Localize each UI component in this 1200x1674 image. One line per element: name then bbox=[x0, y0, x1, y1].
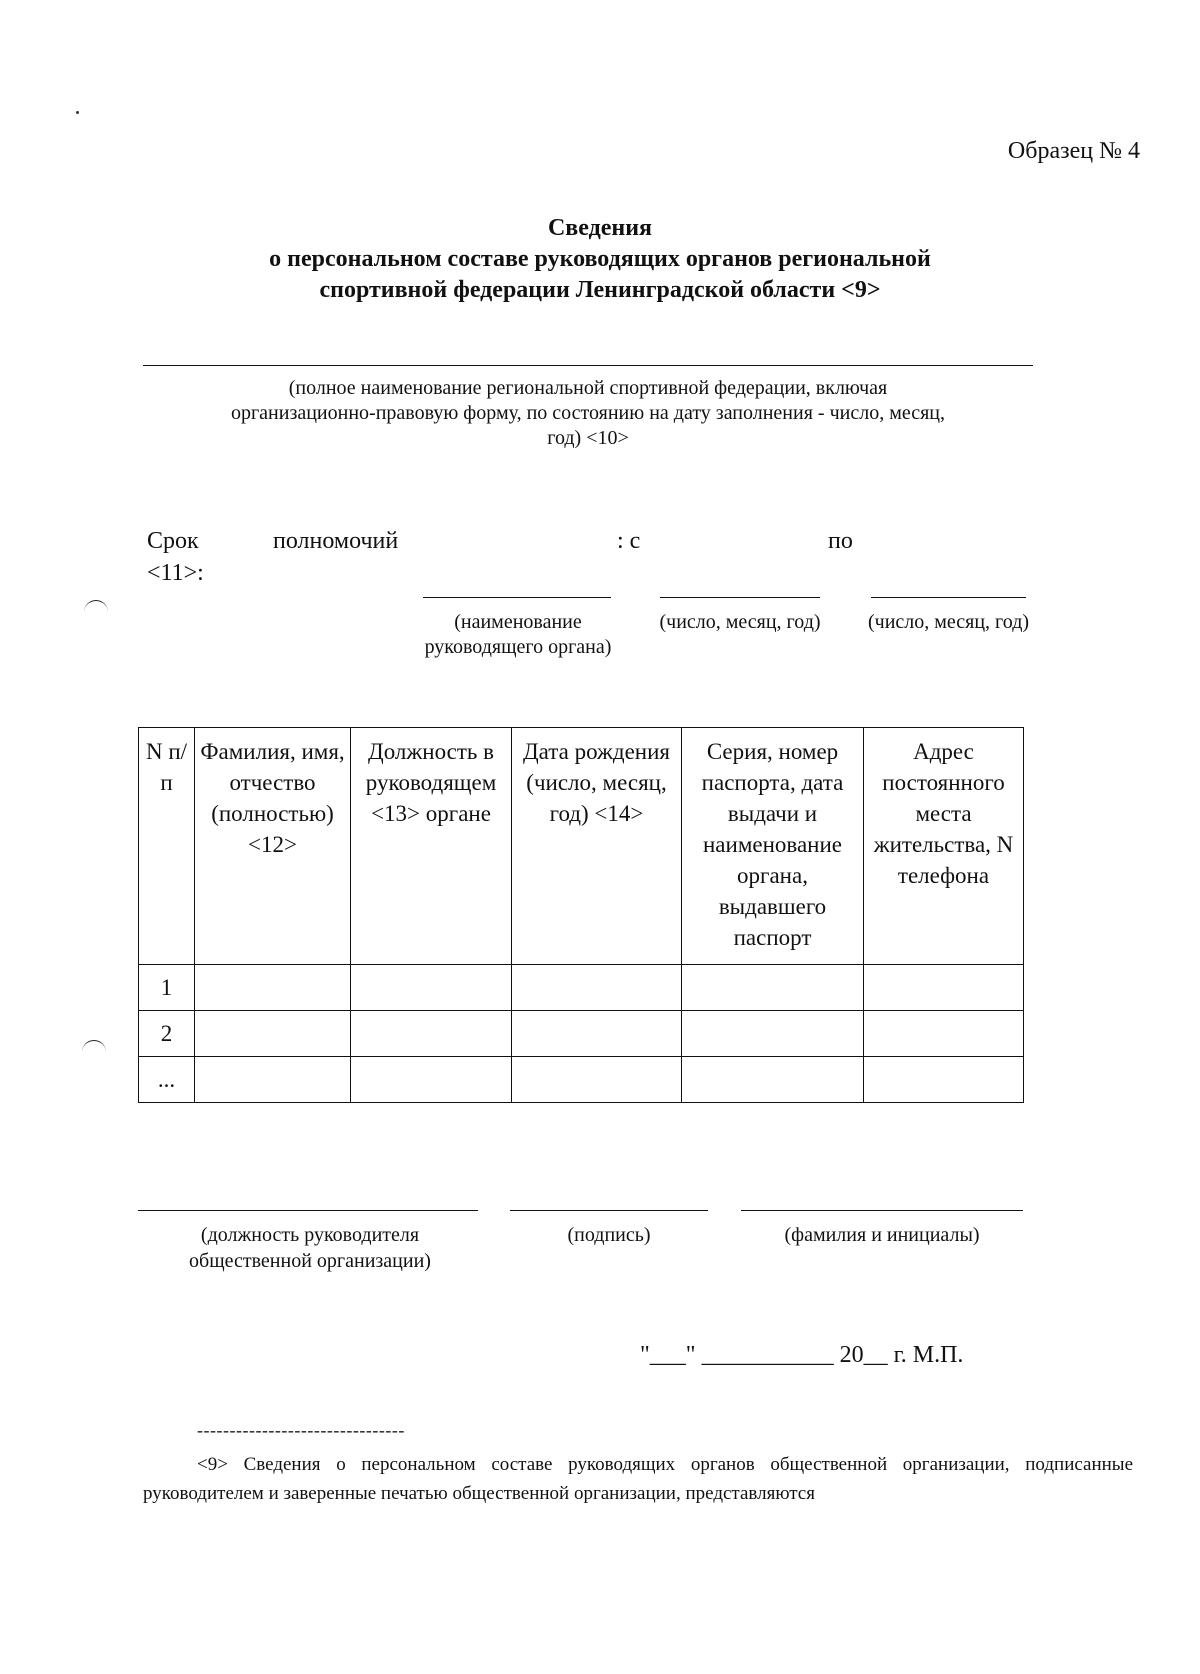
row-number: ... bbox=[139, 1057, 195, 1103]
head-position-line[interactable] bbox=[138, 1210, 478, 1211]
table-cell[interactable] bbox=[864, 1057, 1024, 1103]
row-number: 1 bbox=[139, 965, 195, 1011]
sample-label: Образец № 4 bbox=[1007, 138, 1140, 164]
scan-dot bbox=[76, 111, 79, 114]
term-word-2: полномочий bbox=[273, 528, 399, 554]
row-number: 2 bbox=[139, 1011, 195, 1057]
term-to: по bbox=[828, 528, 853, 554]
table-cell[interactable] bbox=[512, 965, 682, 1011]
table-row bbox=[139, 1011, 1024, 1057]
table-cell[interactable] bbox=[195, 1011, 351, 1057]
table-cell[interactable] bbox=[682, 1011, 864, 1057]
header-birth-date: Дата рождения (число, месяц, год) <14> bbox=[512, 728, 682, 965]
body-name-caption: (наименование руководящего органа) bbox=[424, 611, 612, 658]
personnel-table bbox=[138, 727, 1024, 1103]
date-to-caption: (число, месяц, год) bbox=[867, 611, 1030, 633]
scan-mark bbox=[82, 1040, 106, 1053]
footnote-separator: -------------------------------- bbox=[197, 1420, 405, 1440]
head-position-caption: (должность руководителя общественной организации) bbox=[189, 1224, 431, 1272]
table-cell[interactable] bbox=[512, 1057, 682, 1103]
header-position: Должность в руководящем <13> органе bbox=[351, 728, 512, 965]
header-full-name: Фамилия, имя, отчество (полностью) <12> bbox=[195, 728, 351, 965]
scan-mark bbox=[84, 600, 108, 613]
header-number: N п/п bbox=[139, 728, 195, 965]
date-to-line[interactable] bbox=[871, 597, 1026, 598]
date-and-seal-line: "___" ___________ 20__ г. М.П. bbox=[640, 1342, 964, 1368]
full-name-caption: (фамилия и инициалы) bbox=[784, 1224, 980, 1246]
term-from: : с bbox=[617, 528, 641, 554]
body-name-line[interactable] bbox=[423, 597, 611, 598]
document-title bbox=[150, 213, 1050, 306]
header-address: Адрес постоянного места жительства, N телефона bbox=[864, 728, 1024, 965]
table-cell[interactable] bbox=[682, 1057, 864, 1103]
org-name-line[interactable] bbox=[143, 365, 1033, 366]
signature-caption: (подпись) bbox=[567, 1224, 651, 1246]
table-cell[interactable] bbox=[195, 1057, 351, 1103]
table-cell[interactable] bbox=[351, 1011, 512, 1057]
title-line: спортивной федерации Ленинградской области <9> bbox=[319, 277, 881, 303]
table-cell[interactable] bbox=[864, 1011, 1024, 1057]
table-cell[interactable] bbox=[351, 1057, 512, 1103]
org-name-caption: (полное наименование региональной спортивной федерации, включая организационно-правовую форму, по состоянию на дату заполнения - число, месяц, год) <10> bbox=[230, 377, 946, 449]
header-passport: Серия, номер паспорта, дата выдачи и наименование органа, выдавшего паспорт bbox=[682, 728, 864, 965]
signature-line[interactable] bbox=[510, 1210, 708, 1211]
footnote-text: <9> Сведения о персональном составе руководящих органов общественной организации, подписанные руководителем и заверенные печатью общественной организации, представляются bbox=[143, 1454, 1133, 1504]
table-cell[interactable] bbox=[682, 965, 864, 1011]
title-line: о персональном составе руководящих органов региональной bbox=[269, 246, 931, 272]
table-row bbox=[139, 1057, 1024, 1103]
term-ref: <11>: bbox=[147, 560, 204, 586]
title-line: Сведения bbox=[547, 215, 653, 241]
table-cell[interactable] bbox=[351, 965, 512, 1011]
table-cell[interactable] bbox=[864, 965, 1024, 1011]
table-cell[interactable] bbox=[512, 1011, 682, 1057]
full-name-line[interactable] bbox=[741, 1210, 1023, 1211]
term-word-1: Срок bbox=[147, 528, 199, 554]
table-cell[interactable] bbox=[195, 965, 351, 1011]
table-header-row bbox=[139, 728, 1024, 965]
date-from-caption: (число, месяц, год) bbox=[659, 611, 821, 633]
table-row bbox=[139, 965, 1024, 1011]
date-from-line[interactable] bbox=[660, 597, 820, 598]
